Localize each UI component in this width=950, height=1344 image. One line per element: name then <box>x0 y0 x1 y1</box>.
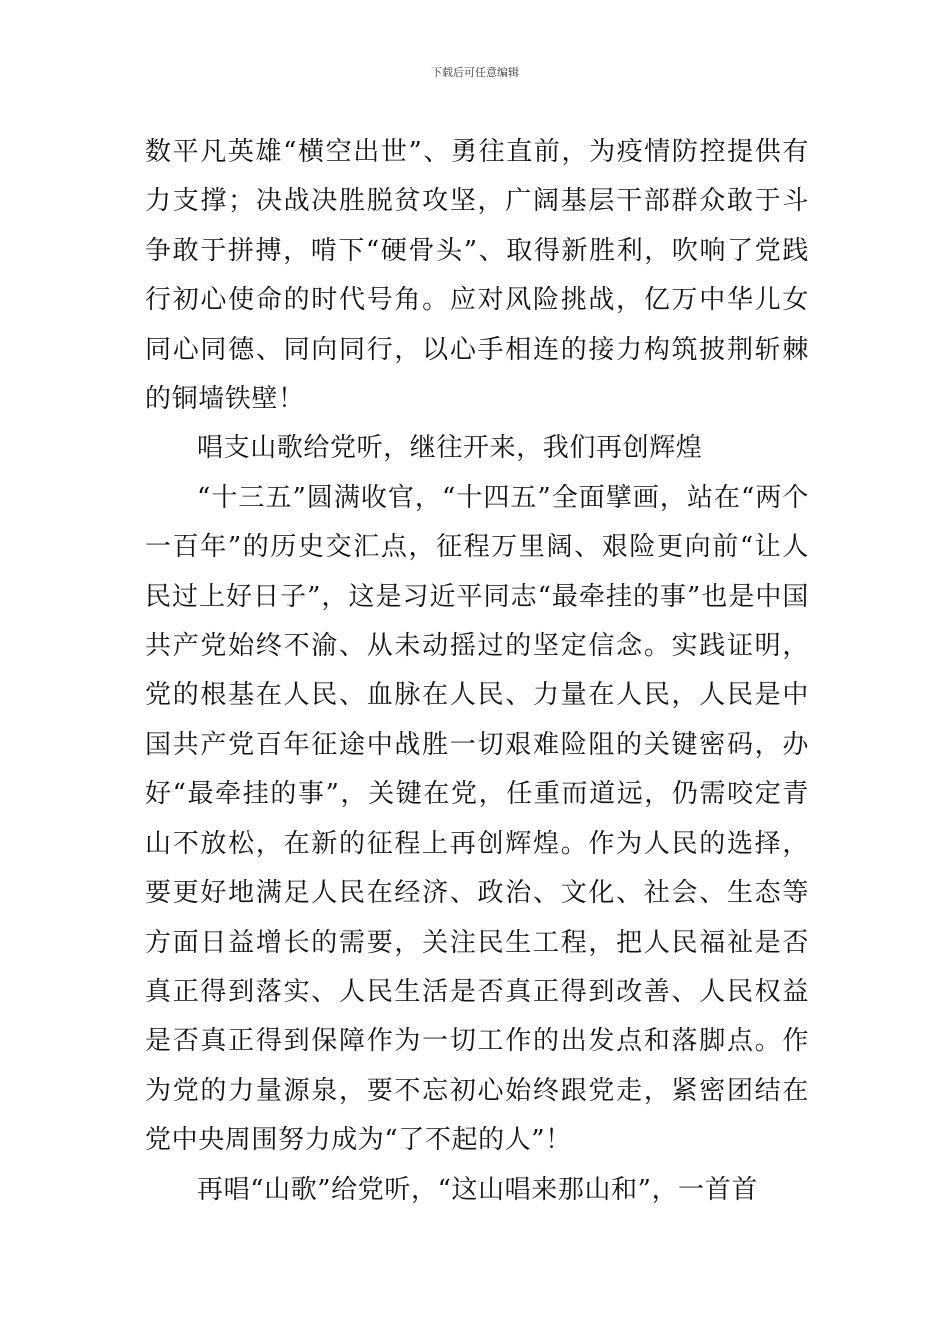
section-heading: 唱支山歌给党听，继往开来，我们再创辉煌 <box>197 433 703 464</box>
document-body <box>145 128 809 1215</box>
paragraph-2: “十三五”圆满收官，“十四五”全面擘画，站在“两个一百年”的历史交汇点，征程万里阔、艰险更向前“让人民过上好日子”，这是习近平同志“最牵挂的事”也是中国共产党始终不渝、从未动摇过的坚定信念。实践证明，党的根基在人民、血脉在人民、力量在人民，人民是中国共产党百年征途中战胜一切艰难险阻的关键密码，办好“最牵挂的事”，关键在党，任重而道远，仍需咬定青山不放松，在新的征程上再创辉煌。作为人民的选择，要更好地满足人民在经济、政治、文化、社会、生态等方面日益增长的需要，关注民生工程，把人民福祉是否真正得到落实、人民生活是否真正得到改善、人民权益是否真正得到保障作为一切工作的出发点和落脚点。作为党的力量源泉，要不忘初心始终跟党走，紧密团结在党中央周围努力成为“了不起的人”！ <box>145 482 809 1156</box>
paragraph-3: 再唱“山歌”给党听，“这山唱来那山和”，一首首 <box>197 1174 758 1205</box>
page-header: 下载后可任意编辑 <box>431 66 519 79</box>
paragraph-1: 数平凡英雄“横空出世”、勇往直前，为疫情防控提供有力支撑；决战决胜脱贫攻坚，广阔基层干部群众敢于斗争敢于拼搏，啃下“硬骨头”、取得新胜利，吹响了党践行初心使命的时代号角。应对风险挑战，亿万中华儿女同心同德、同向同行，以心手相连的接力构筑披荆斩棘的铜墙铁壁！ <box>145 137 809 415</box>
